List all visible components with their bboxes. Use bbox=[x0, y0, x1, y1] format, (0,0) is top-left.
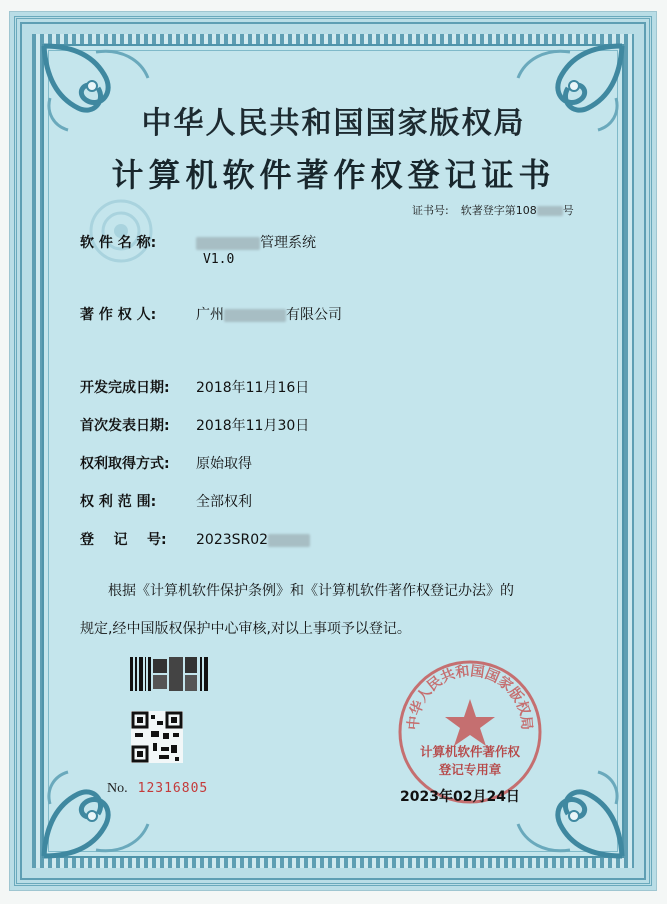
certificate-number bbox=[412, 202, 574, 218]
qr-code bbox=[131, 711, 183, 763]
copyright-owner-label: 著 作 权 人: bbox=[80, 307, 157, 323]
certificate-number-label: 证书号: bbox=[412, 204, 449, 217]
seal-line-1: 计算机软件著作权 bbox=[420, 744, 521, 759]
registration-number-row bbox=[80, 529, 310, 549]
redacted-block bbox=[268, 534, 310, 547]
redacted-block bbox=[224, 309, 286, 322]
software-name-label: 软 件 名 称: bbox=[80, 235, 157, 251]
official-seal bbox=[395, 657, 545, 807]
registration-number-value: 2023SR02 bbox=[196, 532, 269, 548]
copyright-owner-row bbox=[80, 304, 342, 324]
rights-scope-label: 权 利 范 围: bbox=[80, 494, 157, 510]
software-version: V1.0 bbox=[203, 252, 235, 267]
certificate bbox=[10, 12, 656, 890]
redacted-block bbox=[537, 206, 563, 216]
statement-line-2: 规定,经中国版权保护中心审核,对以上事项予以登记。 bbox=[80, 621, 411, 637]
publication-date-value: 2018年11月30日 bbox=[196, 418, 310, 434]
publication-date-row bbox=[80, 415, 309, 435]
software-name-row bbox=[80, 232, 316, 267]
acquisition-method-value: 原始取得 bbox=[196, 456, 252, 472]
statement-line-1: 根据《计算机软件保护条例》和《计算机软件著作权登记办法》的 bbox=[108, 583, 514, 599]
seal-ring-text: 中华人民共和国国家版权局 bbox=[405, 663, 535, 731]
certificate-title: 计算机软件著作权登记证书 bbox=[111, 156, 556, 194]
copyright-owner-prefix: 广州 bbox=[196, 307, 224, 323]
rights-scope-row bbox=[80, 491, 252, 511]
serial-number bbox=[107, 781, 208, 797]
acquisition-method-label: 权利取得方式: bbox=[80, 456, 170, 472]
barcode bbox=[130, 657, 210, 691]
software-name-value: 管理系统 bbox=[260, 235, 316, 251]
publication-date-label: 首次发表日期: bbox=[80, 418, 170, 434]
development-date-value: 2018年11月16日 bbox=[196, 380, 310, 396]
copyright-owner-suffix: 有限公司 bbox=[286, 307, 342, 323]
registration-number-label: 登 记 号: bbox=[80, 532, 167, 548]
seal-line-2: 登记专用章 bbox=[438, 762, 502, 777]
development-date-row bbox=[80, 377, 309, 397]
seal-star bbox=[445, 699, 495, 746]
rights-scope-value: 全部权利 bbox=[196, 494, 252, 510]
serial-number-value: 12316805 bbox=[137, 781, 209, 796]
watermark-emblem bbox=[88, 198, 154, 264]
certificate-number-prefix: 软著登字第108 bbox=[460, 204, 537, 217]
development-date-label: 开发完成日期: bbox=[80, 380, 170, 396]
serial-number-label: No. bbox=[107, 781, 128, 796]
registration-statement bbox=[80, 572, 590, 648]
issue-date: 2023年02月24日 bbox=[400, 789, 520, 805]
redacted-block bbox=[196, 237, 260, 250]
issuing-authority-title: 中华人民共和国国家版权局 bbox=[141, 106, 526, 141]
acquisition-method-row bbox=[80, 453, 252, 473]
certificate-number-suffix: 号 bbox=[562, 204, 574, 217]
